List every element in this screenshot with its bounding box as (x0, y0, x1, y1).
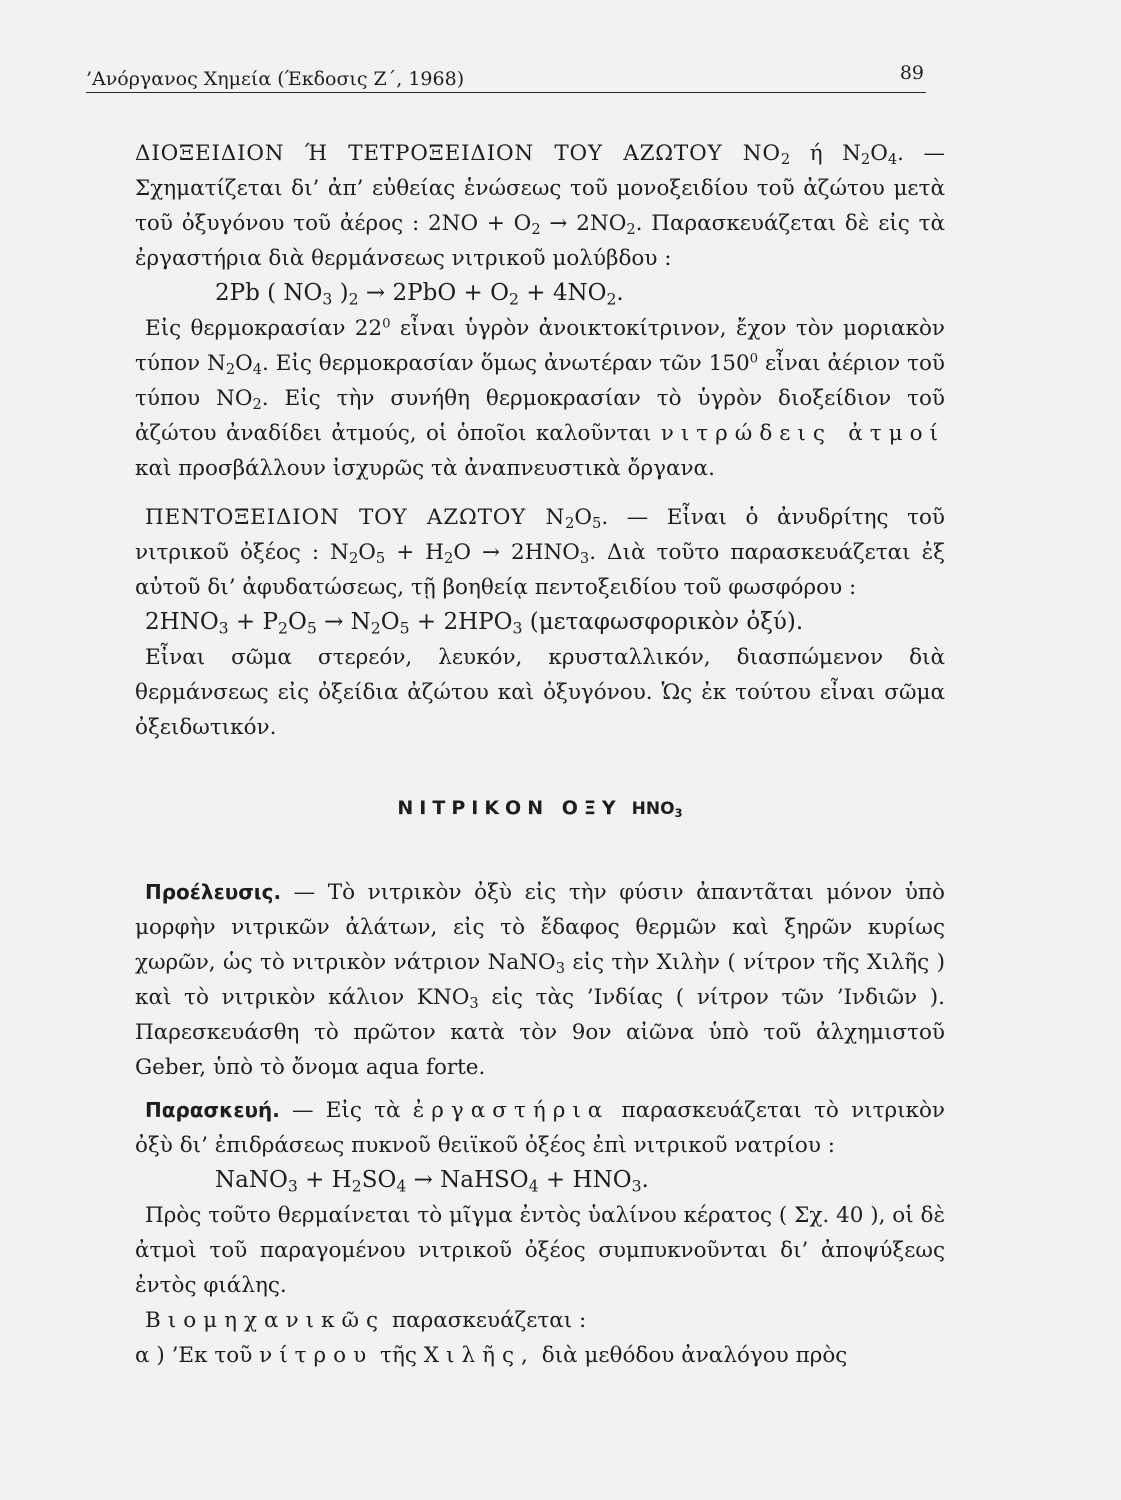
text-run: παρασκευάζεται : (391, 1308, 587, 1333)
text-run: → 2PbO + O (358, 280, 509, 306)
subscript: 4 (252, 361, 263, 379)
paragraph-properties-no2 (135, 311, 945, 486)
section-title-n2o5: ΠΕΝΤΟΞΕΙΔΙΟΝ ΤΟΥ ΑΖΩΤΟΥ N (145, 505, 566, 530)
subscript: 3 (674, 806, 683, 821)
subscript: 2 (531, 221, 541, 239)
text-run: εἰς τὰς ’Ινδίας ( νίτρον τῶν ’Ινδιῶν ). Παρεσκευάσθη τὸ πρῶτον κατὰ τὸν 9ον αἰῶνα ὑπὸ τοῦ ἀλχημιστοῦ Geber, ὑπὸ τὸ ὄνομα aqua forte. (135, 985, 945, 1080)
text-run: + 4NO (518, 280, 607, 306)
text-run: → N (316, 609, 371, 635)
paragraph-origin (135, 875, 945, 1085)
text-run: ) (332, 280, 349, 306)
text-run: τῆς (380, 1343, 417, 1368)
text-run: . (616, 280, 624, 306)
text-run: + H (385, 540, 445, 565)
text-run: + H (297, 1167, 352, 1193)
text-run: . — Εἶναι ὁ ἀνυδρίτης τοῦ νιτρικοῦ ὀξέος : N (135, 505, 945, 565)
text-run: + 2HPO (409, 609, 513, 635)
subscript: 2 (252, 396, 262, 414)
text-run: παρασκευάζεται τὸ νιτρικὸν ὀξὺ δι’ ἐπιδράσεως πυκνοῦ θειϊκοῦ ὀξέος ἐπὶ νιτρικοῦ νατρίου : (135, 1098, 945, 1158)
equation-lead-nitrate (215, 276, 945, 311)
text-run: α ) ’Εκ τοῦ (135, 1343, 253, 1368)
subscript: 4 (528, 1176, 539, 1196)
superscript: 0 (749, 351, 759, 367)
spaced-term: νίτρου (259, 1343, 374, 1368)
subscript: 3 (322, 289, 333, 309)
subscript: 3 (555, 960, 565, 978)
origin-label: Προέλευσις. (145, 880, 282, 904)
paragraph-no2 (135, 136, 945, 276)
text-run: ή (809, 141, 823, 166)
heading-text: ΝΙΤΡΙΚΟΝ ΟΞΥ (397, 797, 622, 819)
text-run: . Διὰ τοῦτο παρασκευάζεται ἐξ αὐτοῦ δι’ ἀφυδατώσεως, τῇ βοηθείᾳ πεντοξειδίου τοῦ φωσφόρου : (135, 540, 946, 600)
text-run: O (574, 505, 593, 530)
page-header (86, 62, 926, 93)
paragraph-method-a (135, 1338, 945, 1373)
text-run: Εἰς θερμοκρασίαν 22 (145, 316, 383, 341)
subscript: 4 (396, 1176, 407, 1196)
heading-formula (632, 799, 683, 819)
subscript: 2 (278, 618, 288, 638)
paragraph-n2o5 (135, 500, 945, 605)
subscript: 2 (508, 289, 519, 309)
text-run: διὰ μεθόδου ἀναλόγου πρὸς (541, 1343, 848, 1368)
spaced-term: ἐργαστήρια (412, 1098, 610, 1123)
text-run: O (358, 540, 376, 565)
text-run: (μεταφωσφορικὸν ὀξύ). (522, 609, 804, 635)
running-title: ’Ανόργανος Χημεία (Έκδοσις Ζ΄, 1968) (86, 68, 465, 90)
subscript: 2 (780, 151, 791, 169)
subscript: 2 (444, 550, 454, 568)
subscript: 3 (579, 550, 590, 568)
subscript: 2 (860, 151, 871, 169)
text-run: O (235, 351, 253, 376)
text-run: . (641, 1167, 649, 1193)
text-run: NaNO (215, 1167, 288, 1193)
text-run: + HNO (538, 1167, 632, 1193)
subscript: 2 (565, 515, 575, 533)
text-run: — Εἰς τὰ (292, 1098, 401, 1123)
paragraph-preparation (135, 1093, 945, 1163)
text-run: HNO (631, 799, 675, 819)
subscript: 2 (348, 289, 359, 309)
page-number: 89 (899, 62, 924, 84)
text-run: . — Σχηματίζεται δι’ ἀπ’ εὐθείας ἑνώσεως τοῦ μονοξειδίου τοῦ ἀζώτου μετὰ τοῦ ὀξυγόνου τοῦ ἀέρος : 2NO + O (135, 141, 946, 236)
text-run: . Εἰς τὴν συνήθη θερμοκρασίαν τὸ ὑγρὸν διοξείδιον τοῦ ἀζώτου ἀναδίδει ἀτμούς, οἱ ὁποῖοι καλοῦνται (135, 386, 945, 446)
spacer (135, 1085, 945, 1093)
subscript: 2 (370, 618, 381, 638)
spaced-term: Χιλῆς, (423, 1343, 535, 1368)
subscript: 3 (469, 995, 479, 1013)
subscript: 2 (348, 550, 359, 568)
subscript: 3 (287, 1176, 298, 1196)
subscript: 3 (218, 618, 229, 638)
text-run: 2HNO (145, 609, 219, 635)
subscript: 2 (225, 361, 236, 379)
page-body (135, 136, 945, 1373)
text-run: SO (361, 1167, 397, 1193)
subscript: 3 (512, 618, 523, 638)
subscript: 5 (399, 618, 410, 638)
text-run: καὶ προσβάλλουν ἰσχυρῶς τὰ ἀναπνευστικὰ ὄργανα. (135, 456, 715, 481)
subscript: 4 (887, 151, 898, 169)
subscript: 5 (306, 618, 317, 638)
section-heading-nitric-acid (135, 791, 945, 827)
text-run: εἰς τὴν Χιλὴν ( νίτρον τῆς Χιλῆς ) καὶ τὸ νιτρικὸν κάλιον KNO (135, 950, 945, 1010)
spaced-term: νιτρώδεις ἀτμοί (660, 421, 945, 446)
text-run: O (870, 141, 888, 166)
text-run: O (380, 609, 400, 635)
text-run: Ν (842, 141, 861, 166)
subscript: 2 (626, 221, 636, 239)
text-run: O → 2HNO (453, 540, 580, 565)
subscript: 2 (351, 1176, 362, 1196)
subscript: 5 (592, 515, 602, 533)
paragraph-retort: Πρὸς τοῦτο θερμαίνεται τὸ μῖγμα ἐντὸς ὑαλίνου κέρατος ( Σχ. 40 ), οἱ δὲ ἀτμοὶ τοῦ παραγομένου νιτρικοῦ ὀξέος συμπυκνοῦνται δι’ ἀποψύξεως ἐντὸς φιάλης. (135, 1203, 945, 1298)
text-run: + P (228, 609, 278, 635)
text-run: εἶναι ἀέριον τοῦ τύπου NO (135, 351, 945, 411)
spacer (135, 486, 945, 500)
superscript: 0 (382, 316, 391, 332)
text-run: εἶναι ὑγρὸν ἀνοικτοκίτρινον, ἔχον τὸν μοριακὸν τύπον N (135, 316, 945, 376)
subscript: 3 (631, 1176, 642, 1196)
text-run: → NaHSO (406, 1167, 529, 1193)
subscript: 2 (606, 289, 617, 309)
text-run: . Εἰς θερμοκρασίαν ὅμως ἀνωτέραν τῶν 150 (262, 351, 750, 376)
paragraph-properties-n2o5: Εἶναι σῶμα στερεόν, λευκόν, κρυσταλλικόν, διασπώμενον διὰ θερμάνσεως εἰς ὀξείδια ἀζώτου καὶ ὀξυγόνου. Ὡς ἐκ τούτου εἶναι σῶμα ὀξειδωτικόν. (135, 645, 945, 740)
section-title-no2: ΔΙΟΞΕΙΔΙΟΝ Ή ΤΕΤΡΟΞΕΙΔΙΟΝ ΤΟΥ ΑΖΩΤΟΥ NO (135, 141, 781, 166)
text-run: — Τὸ νιτρικὸν ὀξὺ εἰς τὴν φύσιν ἀπαντᾶται μόνον ὑπὸ μορφὴν νιτρικῶν ἀλάτων, εἰς τὸ ἔδαφος θερμῶν καὶ ξηρῶν κυρίως χωρῶν, ὡς τὸ νιτρικὸν νάτριον NaNO (135, 880, 945, 975)
preparation-label: Παρασκευή. (145, 1098, 280, 1122)
spaced-term: Βιομηχανικῶς (145, 1308, 386, 1333)
text-run: O (287, 609, 307, 635)
text-run: . Παρασκευάζεται δὲ εἰς τὰ ἐργαστήρια διὰ θερμάνσεως νιτρικοῦ μολύβδου : (135, 211, 945, 271)
text-run: → 2NO (540, 211, 627, 236)
paragraph-industrial (135, 1303, 945, 1338)
equation-hno3-p2o5 (145, 605, 945, 640)
text-run: 2Pb ( NO (215, 280, 323, 306)
equation-nano3-h2so4 (215, 1163, 945, 1198)
subscript: 5 (375, 550, 386, 568)
